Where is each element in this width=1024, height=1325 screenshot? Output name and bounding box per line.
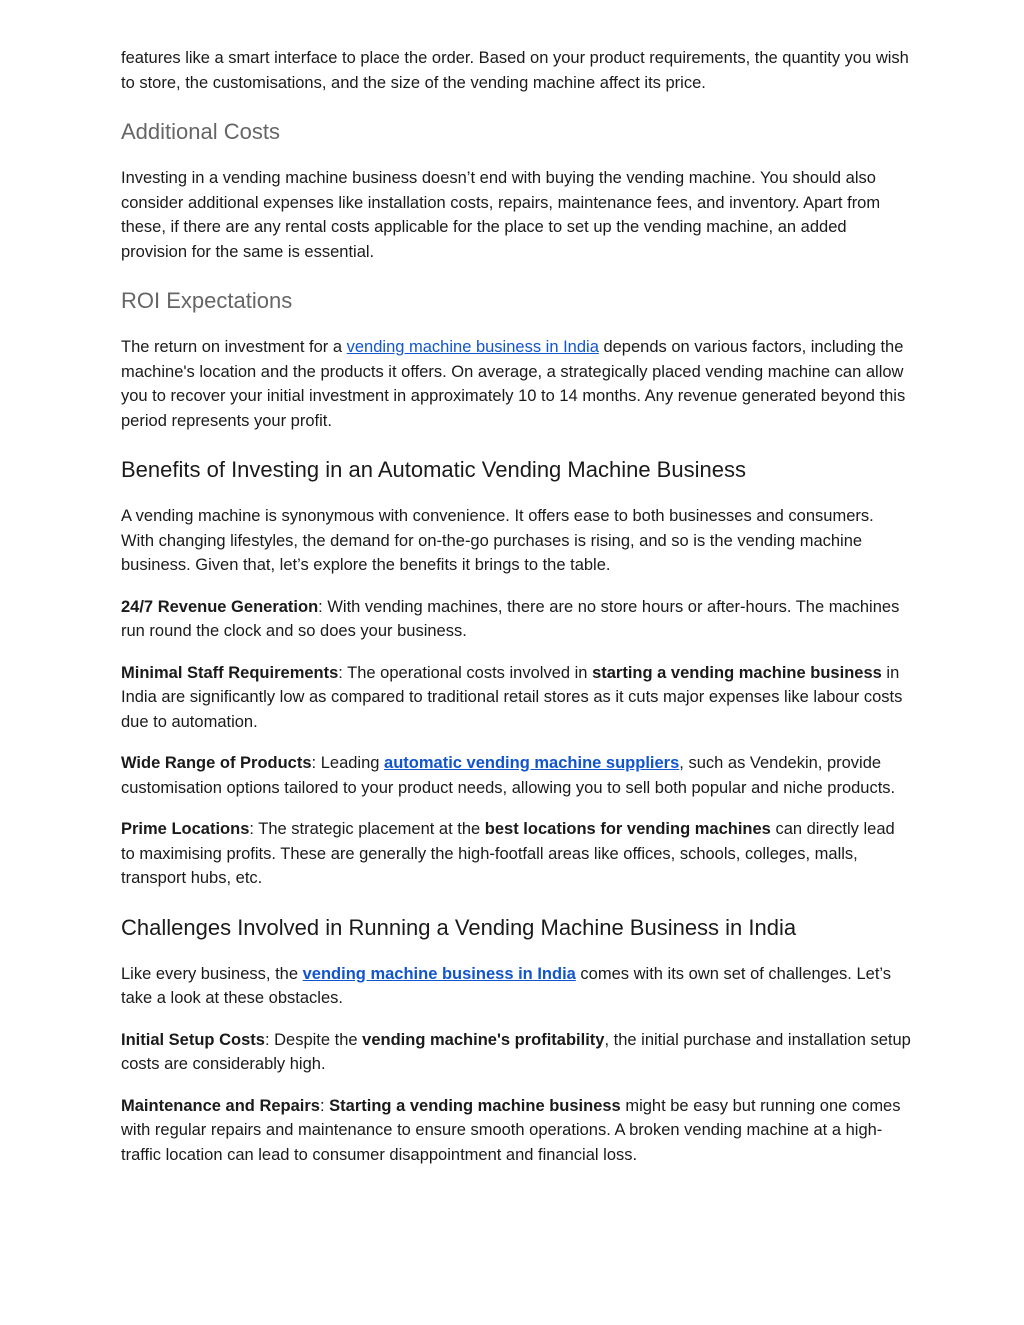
benefit-staff-title: Minimal Staff Requirements bbox=[121, 663, 339, 682]
benefit-revenue-title: 24/7 Revenue Generation bbox=[121, 597, 319, 616]
additional-costs-heading: Additional Costs bbox=[121, 119, 280, 144]
additional-costs-paragraph: Investing in a vending machine business doesn’t end with buying the vending machine. You should also consider additional expenses like installation costs, repairs, maintenance fees, and inventory. Apart from these, if there are any rental costs applicable for the place to set up the vending machine, an added provision for the same is essential. bbox=[121, 169, 881, 261]
benefit-locations bbox=[121, 817, 911, 891]
challenge-setup-bold: vending machine's profitability bbox=[362, 1030, 605, 1049]
challenges-intro bbox=[121, 962, 911, 1011]
roi-paragraph bbox=[121, 335, 911, 433]
challenge-maintenance-text1: : bbox=[319, 1096, 330, 1115]
challenges-intro-after: comes with its own set of challenges. Let’s take a look at these obstacles. bbox=[121, 964, 892, 1007]
roi-text-before: The return on investment for a bbox=[121, 338, 347, 356]
challenge-setup-text2: , the initial purchase and installation setup costs are considerably high. bbox=[121, 1030, 911, 1073]
benefit-locations-title: Prime Locations bbox=[121, 820, 250, 838]
benefits-heading: Benefits of Investing in an Automatic Vending Machine Business bbox=[121, 457, 746, 482]
suppliers-link[interactable]: automatic vending machine suppliers bbox=[384, 754, 680, 772]
challenges-heading: Challenges Involved in Running a Vending Machine Business in India bbox=[121, 914, 797, 940]
roi-heading: ROI Expectations bbox=[121, 288, 293, 313]
benefit-staff-bold: starting a vending machine business bbox=[592, 663, 882, 682]
benefit-locations-text1: : The strategic placement at the bbox=[249, 820, 485, 838]
challenge-setup-title: Initial Setup Costs bbox=[121, 1030, 265, 1049]
benefit-revenue bbox=[121, 595, 911, 644]
challenges-intro-before: Like every business, the bbox=[121, 964, 303, 983]
benefit-products-text2: , such as Vendekin, provide customisation options tailored to your product needs, allowing you to sell both popular and niche products. bbox=[121, 754, 896, 797]
benefit-locations-bold: best locations for vending machines bbox=[484, 820, 771, 838]
roi-text-after: depends on various factors, including the machine's location and the products it offers. On average, a strategically placed vending machine can allow you to recover your initial investment in approximately 10 to 14 months. Any revenue generated beyond this period represents your profit. bbox=[121, 338, 906, 430]
benefits-intro: A vending machine is synonymous with convenience. It offers ease to both businesses and consumers. With changing lifestyles, the demand for on-the-go purchases is rising, and so is the vending machine business. Given that, let’s explore the benefits it brings to the table. bbox=[121, 507, 874, 574]
intro-paragraph: features like a smart interface to place the order. Based on your product requirements, the quantity you wish to store, the customisations, and the size of the vending machine affect its price. bbox=[121, 49, 909, 92]
challenges-business-link[interactable]: vending machine business in India bbox=[302, 964, 576, 983]
benefit-revenue-text: : With vending machines, there are no store hours or after-hours. The machines run round the clock and so does your business. bbox=[121, 597, 900, 640]
roi-business-link[interactable]: vending machine business in India bbox=[346, 338, 599, 356]
challenge-maintenance-text2: might be easy but running one comes with regular repairs and maintenance to ensure smooth operations. A broken vending machine at a high-traffic location can lead to consumer disappointment and financial loss. bbox=[121, 1096, 901, 1164]
challenge-maintenance-bold: Starting a vending machine business bbox=[329, 1096, 621, 1115]
challenge-maintenance bbox=[121, 1094, 911, 1168]
challenge-setup-text1: : Despite the bbox=[264, 1030, 363, 1049]
challenge-setup bbox=[121, 1028, 911, 1077]
benefit-products-text1: : Leading bbox=[311, 754, 385, 772]
benefit-locations-text2: can directly lead to maximising profits. These are generally the high-footfall areas like offices, schools, colleges, malls, transport hubs, etc. bbox=[121, 820, 895, 887]
benefit-staff-text1: : The operational costs involved in bbox=[338, 663, 593, 682]
document-page bbox=[121, 46, 911, 1167]
challenge-maintenance-title: Maintenance and Repairs bbox=[121, 1096, 320, 1115]
benefit-staff bbox=[121, 661, 911, 735]
benefit-products bbox=[121, 751, 911, 800]
benefit-products-title: Wide Range of Products bbox=[121, 754, 312, 772]
benefit-staff-text2: in India are significantly low as compared to traditional retail stores as it cuts major expenses like labour costs due to automation. bbox=[121, 663, 903, 731]
